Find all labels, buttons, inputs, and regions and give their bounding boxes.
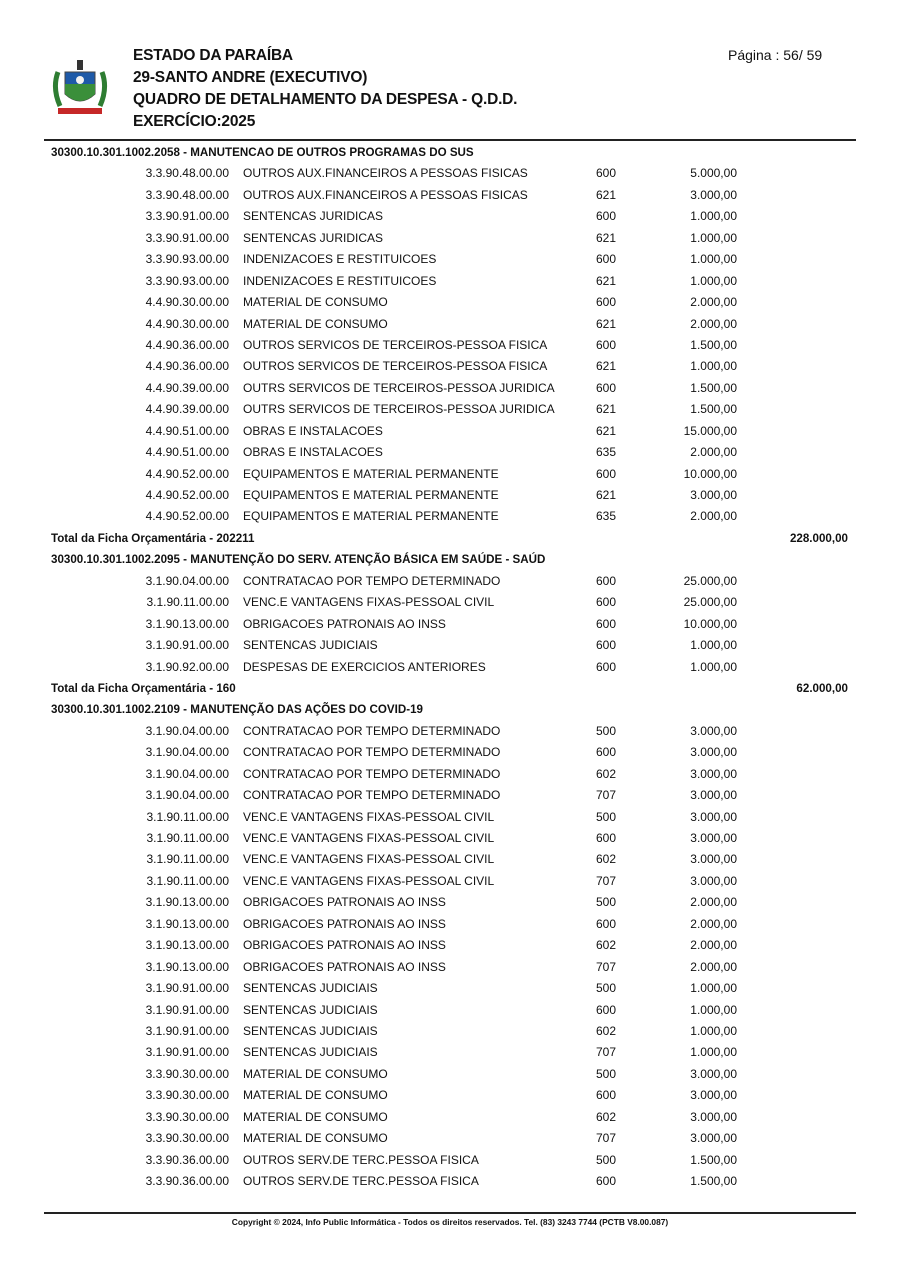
expense-description: CONTRATACAO POR TEMPO DETERMINADO: [243, 788, 501, 803]
expense-value: 2.000,00: [690, 295, 737, 310]
total-value: 62.000,00: [796, 681, 848, 695]
table-row: [0, 399, 900, 420]
expense-code: 3.1.90.11.00.00: [146, 873, 229, 888]
resource-source: 600: [596, 295, 617, 310]
expense-value: 2.000,00: [690, 938, 737, 953]
table-row: [0, 592, 900, 613]
expense-detail-list: [0, 142, 900, 1192]
expense-description: OBRIGACOES PATRONAIS AO INSS: [243, 938, 446, 953]
expense-description: VENC.E VANTAGENS FIXAS-PESSOAL CIVIL: [243, 809, 495, 824]
resource-source: 600: [596, 337, 617, 352]
expense-description: OUTRS SERVICOS DE TERCEIROS-PESSOA JURIDICA: [243, 402, 555, 417]
resource-source: 635: [596, 509, 617, 524]
table-row: [0, 1000, 900, 1021]
expense-code: 4.4.90.36.00.00: [145, 337, 229, 352]
total-value: 228.000,00: [789, 531, 848, 545]
resource-source: 707: [596, 1131, 617, 1146]
total-label: Total da Ficha Orçamentária - 160: [51, 681, 236, 695]
resource-source: 500: [596, 723, 617, 738]
expense-code: 3.1.90.04.00.00: [145, 573, 229, 588]
expense-description: CONTRATACAO POR TEMPO DETERMINADO: [243, 745, 501, 760]
expense-code: 3.1.90.04.00.00: [145, 745, 229, 760]
copyright-footer: Copyright © 2024, Info Public Informática - Todos os direitos reservados. Tel. (83) 3243 7744 (PCTB V8.00.087): [231, 1217, 669, 1227]
expense-value: 1.000,00: [690, 1023, 737, 1038]
expense-code: 3.3.90.93.00.00: [145, 273, 229, 288]
table-row: [0, 1128, 900, 1149]
table-row: [0, 1085, 900, 1106]
expense-code: 3.1.90.11.00.00: [146, 831, 229, 845]
table-row: [0, 442, 900, 463]
table-row: [0, 185, 900, 206]
expense-value: 1.500,00: [690, 337, 737, 352]
expense-code: 3.1.90.04.00.00: [145, 723, 229, 738]
resource-source: 500: [596, 1152, 617, 1167]
table-row: [0, 914, 900, 935]
table-row: [0, 506, 900, 527]
table-row: [0, 1021, 900, 1042]
expense-code: 4.4.90.52.00.00: [145, 466, 229, 481]
resource-source: 600: [596, 659, 617, 674]
section-total-row: [0, 678, 900, 699]
resource-source: 600: [596, 616, 617, 631]
expense-code: 3.1.90.11.00.00: [146, 595, 229, 610]
expense-value: 1.000,00: [690, 638, 737, 653]
expense-code: 3.3.90.30.00.00: [145, 1066, 229, 1081]
table-row: [0, 785, 900, 806]
expense-description: OUTROS SERVICOS DE TERCEIROS-PESSOA FISICA: [243, 337, 548, 352]
section-title: 30300.10.301.1002.2095 - MANUTENÇÃO DO SERV. ATENÇÃO BÁSICA EM SAÚDE - SAÚD: [51, 553, 546, 567]
expense-value: 3.000,00: [690, 831, 737, 845]
expense-code: 4.4.90.51.00.00: [145, 423, 229, 438]
table-row: [0, 249, 900, 270]
expense-value: 1.000,00: [690, 1002, 737, 1017]
table-row: [0, 163, 900, 184]
expense-value: 25.000,00: [683, 573, 737, 588]
expense-description: OUTROS SERVICOS DE TERCEIROS-PESSOA FISICA: [243, 359, 548, 374]
expense-value: 2.000,00: [690, 509, 737, 524]
expense-description: MATERIAL DE CONSUMO: [243, 295, 388, 310]
resource-source: 621: [596, 488, 617, 502]
expense-value: 3.000,00: [690, 852, 737, 867]
resource-source: 602: [596, 1023, 617, 1038]
expense-description: SENTENCAS JUDICIAIS: [243, 638, 378, 653]
state-name: ESTADO DA PARAÍBA: [133, 47, 293, 64]
expense-code: 3.1.90.13.00.00: [145, 916, 229, 931]
expense-description: SENTENCAS JUDICIAIS: [243, 981, 378, 996]
expense-code: 3.1.90.13.00.00: [145, 938, 229, 953]
table-row: [0, 935, 900, 956]
expense-code: 3.3.90.30.00.00: [145, 1088, 229, 1103]
section-total-row: [0, 528, 900, 549]
expense-code: 4.4.90.39.00.00: [145, 380, 229, 395]
expense-value: 1.500,00: [690, 1152, 737, 1167]
section-header: [0, 699, 900, 720]
expense-code: 3.1.90.13.00.00: [145, 895, 229, 910]
expense-description: SENTENCAS JURIDICAS: [243, 209, 384, 224]
expense-description: EQUIPAMENTOS E MATERIAL PERMANENTE: [243, 466, 499, 481]
table-row: [0, 378, 900, 399]
table-row: [0, 871, 900, 892]
expense-code: 4.4.90.52.00.00: [145, 509, 229, 524]
table-row: [0, 635, 900, 656]
expense-value: 2.000,00: [690, 959, 737, 974]
expense-code: 3.1.90.11.00.00: [146, 809, 229, 824]
total-label: Total da Ficha Orçamentária - 202211: [51, 531, 255, 545]
table-row: [0, 828, 900, 849]
expense-value: 10.000,00: [683, 466, 737, 481]
table-row: [0, 464, 900, 485]
resource-source: 600: [596, 1002, 617, 1017]
table-row: [0, 356, 900, 377]
expense-value: 1.000,00: [690, 209, 737, 224]
resource-source: 600: [596, 466, 617, 481]
table-row: [0, 849, 900, 870]
resource-source: 600: [596, 638, 617, 653]
resource-source: 600: [596, 595, 617, 610]
expense-value: 1.000,00: [690, 230, 737, 245]
table-row: [0, 485, 900, 506]
expense-code: 3.1.90.13.00.00: [145, 959, 229, 974]
resource-source: 635: [596, 445, 617, 460]
resource-source: 707: [596, 959, 617, 974]
expense-value: 3.000,00: [690, 723, 737, 738]
expense-code: 3.3.90.48.00.00: [145, 187, 229, 202]
expense-description: MATERIAL DE CONSUMO: [243, 316, 388, 331]
expense-value: 1.000,00: [690, 1045, 737, 1060]
expense-code: 3.3.90.36.00.00: [145, 1174, 229, 1188]
section-header: [0, 142, 900, 163]
resource-source: 600: [596, 252, 617, 267]
expense-description: VENC.E VANTAGENS FIXAS-PESSOAL CIVIL: [243, 831, 495, 845]
expense-value: 3.000,00: [690, 187, 737, 202]
section-header: [0, 549, 900, 570]
table-row: [0, 1064, 900, 1085]
expense-code: 3.3.90.93.00.00: [145, 252, 229, 267]
expense-description: OBRIGACOES PATRONAIS AO INSS: [243, 616, 446, 631]
table-row: [0, 421, 900, 442]
table-row: [0, 314, 900, 335]
resource-source: 602: [596, 766, 617, 781]
expense-value: 3.000,00: [690, 809, 737, 824]
expense-description: OUTROS SERV.DE TERC.PESSOA FISICA: [243, 1174, 479, 1188]
expense-value: 1.500,00: [690, 1174, 737, 1188]
expense-description: DESPESAS DE EXERCICIOS ANTERIORES: [243, 659, 486, 674]
section-title: 30300.10.301.1002.2058 - MANUTENCAO DE OUTROS PROGRAMAS DO SUS: [51, 146, 474, 159]
expense-code: 3.3.90.91.00.00: [145, 209, 229, 224]
expense-description: OBRAS E INSTALACOES: [243, 423, 383, 438]
expense-description: VENC.E VANTAGENS FIXAS-PESSOAL CIVIL: [243, 595, 495, 610]
expense-description: OUTROS AUX.FINANCEIROS A PESSOAS FISICAS: [243, 166, 528, 181]
expense-value: 25.000,00: [683, 595, 737, 610]
expense-code: 4.4.90.30.00.00: [145, 295, 229, 310]
resource-source: 621: [596, 187, 617, 202]
expense-description: MATERIAL DE CONSUMO: [243, 1066, 388, 1081]
table-row: [0, 721, 900, 742]
expense-description: OBRIGACOES PATRONAIS AO INSS: [243, 959, 446, 974]
expense-value: 2.000,00: [690, 916, 737, 931]
expense-code: 3.1.90.92.00.00: [145, 659, 229, 674]
expense-value: 1.000,00: [690, 252, 737, 267]
expense-value: 3.000,00: [690, 488, 737, 502]
expense-code: 4.4.90.51.00.00: [145, 445, 229, 460]
expense-code: 3.1.90.91.00.00: [145, 981, 229, 996]
expense-description: CONTRATACAO POR TEMPO DETERMINADO: [243, 573, 501, 588]
expense-code: 4.4.90.36.00.00: [145, 359, 229, 374]
resource-source: 707: [596, 788, 617, 803]
expense-code: 3.1.90.91.00.00: [145, 1002, 229, 1017]
expense-description: SENTENCAS JURIDICAS: [243, 230, 384, 245]
expense-description: VENC.E VANTAGENS FIXAS-PESSOAL CIVIL: [243, 852, 495, 867]
expense-code: 3.1.90.04.00.00: [145, 766, 229, 781]
resource-source: 707: [596, 873, 617, 888]
expense-value: 2.000,00: [690, 316, 737, 331]
resource-source: 500: [596, 809, 617, 824]
footer-divider: [44, 1212, 856, 1214]
expense-value: 3.000,00: [690, 1109, 737, 1124]
expense-description: MATERIAL DE CONSUMO: [243, 1131, 388, 1146]
table-row: [0, 1107, 900, 1128]
resource-source: 600: [596, 380, 617, 395]
expense-value: 3.000,00: [690, 788, 737, 803]
expense-description: OUTROS SERV.DE TERC.PESSOA FISICA: [243, 1152, 479, 1167]
expense-value: 15.000,00: [683, 423, 737, 438]
table-row: [0, 571, 900, 592]
expense-description: MATERIAL DE CONSUMO: [243, 1088, 388, 1103]
resource-source: 602: [596, 852, 617, 867]
state-coat-of-arms-logo: [50, 58, 110, 120]
expense-description: MATERIAL DE CONSUMO: [243, 1109, 388, 1124]
resource-source: 621: [596, 316, 617, 331]
expense-value: 3.000,00: [690, 1131, 737, 1146]
expense-description: OBRIGACOES PATRONAIS AO INSS: [243, 895, 446, 910]
table-row: [0, 271, 900, 292]
expense-value: 3.000,00: [690, 1088, 737, 1103]
header-divider: [44, 139, 856, 141]
resource-source: 600: [596, 831, 617, 845]
expense-code: 3.1.90.91.00.00: [145, 1023, 229, 1038]
table-row: [0, 1150, 900, 1171]
expense-description: SENTENCAS JUDICIAIS: [243, 1002, 378, 1017]
expense-code: 3.3.90.91.00.00: [145, 230, 229, 245]
expense-code: 4.4.90.30.00.00: [145, 316, 229, 331]
table-row: [0, 807, 900, 828]
expense-value: 1.000,00: [690, 359, 737, 374]
table-row: [0, 614, 900, 635]
fiscal-year: EXERCÍCIO:2025: [133, 113, 256, 130]
section-title: 30300.10.301.1002.2109 - MANUTENÇÃO DAS AÇÕES DO COVID-19: [51, 703, 424, 717]
table-row: [0, 957, 900, 978]
resource-source: 600: [596, 573, 617, 588]
expense-description: EQUIPAMENTOS E MATERIAL PERMANENTE: [243, 488, 499, 502]
expense-description: CONTRATACAO POR TEMPO DETERMINADO: [243, 723, 501, 738]
table-row: [0, 335, 900, 356]
table-row: [0, 292, 900, 313]
expense-value: 2.000,00: [690, 445, 737, 460]
expense-value: 1.000,00: [690, 659, 737, 674]
expense-code: 3.3.90.30.00.00: [145, 1131, 229, 1146]
expense-value: 5.000,00: [690, 166, 737, 181]
expense-value: 3.000,00: [690, 1066, 737, 1081]
expense-code: 3.1.90.91.00.00: [145, 1045, 229, 1060]
resource-source: 621: [596, 273, 617, 288]
resource-source: 600: [596, 916, 617, 931]
table-row: [0, 228, 900, 249]
page-number: Página : 56/ 59: [728, 47, 823, 63]
expense-value: 1.000,00: [690, 273, 737, 288]
resource-source: 602: [596, 1109, 617, 1124]
resource-source: 707: [596, 1045, 617, 1060]
expense-value: 1.000,00: [690, 981, 737, 996]
expense-description: SENTENCAS JUDICIAIS: [243, 1023, 378, 1038]
expense-code: 4.4.90.39.00.00: [145, 402, 229, 417]
resource-source: 621: [596, 402, 617, 417]
table-row: [0, 657, 900, 678]
table-row: [0, 892, 900, 913]
resource-source: 600: [596, 166, 617, 181]
expense-description: OBRAS E INSTALACOES: [243, 445, 383, 460]
expense-code: 3.3.90.36.00.00: [145, 1152, 229, 1167]
expense-description: OUTROS AUX.FINANCEIROS A PESSOAS FISICAS: [243, 187, 528, 202]
expense-description: VENC.E VANTAGENS FIXAS-PESSOAL CIVIL: [243, 873, 495, 888]
resource-source: 621: [596, 423, 617, 438]
resource-source: 600: [596, 1088, 617, 1103]
expense-value: 1.500,00: [690, 402, 737, 417]
expense-value: 3.000,00: [690, 745, 737, 760]
expense-description: SENTENCAS JUDICIAIS: [243, 1045, 378, 1060]
resource-source: 600: [596, 745, 617, 760]
expense-value: 2.000,00: [690, 895, 737, 910]
table-row: [0, 1171, 900, 1192]
expense-description: OBRIGACOES PATRONAIS AO INSS: [243, 916, 446, 931]
expense-description: INDENIZACOES E RESTITUICOES: [243, 273, 437, 288]
expense-code: 3.1.90.91.00.00: [145, 638, 229, 653]
report-title: QUADRO DE DETALHAMENTO DA DESPESA - Q.D.D.: [133, 91, 518, 108]
resource-source: 500: [596, 895, 617, 910]
resource-source: 621: [596, 230, 617, 245]
expense-code: 4.4.90.52.00.00: [145, 488, 229, 502]
table-row: [0, 764, 900, 785]
expense-description: CONTRATACAO POR TEMPO DETERMINADO: [243, 766, 501, 781]
expense-code: 3.3.90.30.00.00: [145, 1109, 229, 1124]
table-row: [0, 742, 900, 763]
table-row: [0, 978, 900, 999]
expense-code: 3.1.90.04.00.00: [145, 788, 229, 803]
resource-source: 500: [596, 1066, 617, 1081]
expense-code: 3.3.90.48.00.00: [145, 166, 229, 181]
expense-code: 3.1.90.13.00.00: [145, 616, 229, 631]
resource-source: 500: [596, 981, 617, 996]
expense-code: 3.1.90.11.00.00: [146, 852, 229, 867]
resource-source: 600: [596, 1174, 617, 1188]
resource-source: 600: [596, 209, 617, 224]
table-row: [0, 206, 900, 227]
expense-value: 1.500,00: [690, 380, 737, 395]
expense-value: 3.000,00: [690, 766, 737, 781]
expense-description: EQUIPAMENTOS E MATERIAL PERMANENTE: [243, 509, 499, 524]
resource-source: 621: [596, 359, 617, 374]
expense-value: 3.000,00: [690, 873, 737, 888]
resource-source: 602: [596, 938, 617, 953]
expense-description: INDENIZACOES E RESTITUICOES: [243, 252, 437, 267]
expense-description: OUTRS SERVICOS DE TERCEIROS-PESSOA JURIDICA: [243, 380, 555, 395]
expense-value: 10.000,00: [683, 616, 737, 631]
entity-name: 29-SANTO ANDRE (EXECUTIVO): [133, 69, 368, 86]
table-row: [0, 1042, 900, 1063]
